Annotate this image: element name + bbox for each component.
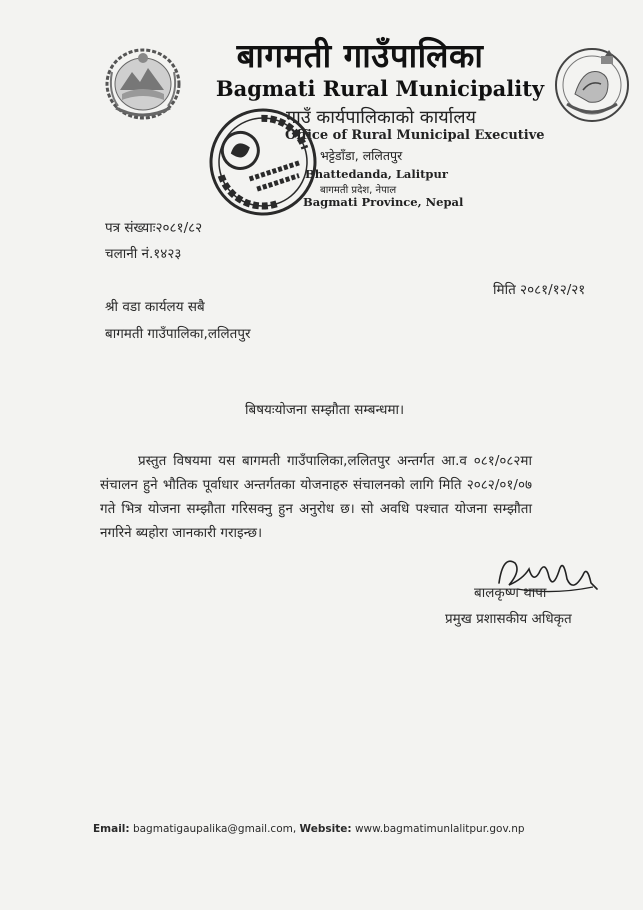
- website-url[interactable]: www.bagmatimunlalitpur.gov.np: [354, 823, 525, 835]
- province-np: बागमती प्रदेश, नेपाल: [320, 185, 397, 196]
- office-stamp-icon: [205, 104, 321, 220]
- province-en: Bagmati Province, Nepal: [303, 195, 464, 209]
- office-title-np: गाउँ कार्यपालिकाको कार्यालय: [286, 107, 476, 128]
- recipient-line-1: श्री वडा कार्यलय सबै: [105, 299, 205, 315]
- bagmati-municipality-logo-icon: [553, 46, 631, 124]
- municipality-title-np: बागमती गाउँपालिका: [236, 36, 484, 75]
- letter-date: मिति २०८१/१२/२१: [493, 282, 586, 298]
- recipient-line-2: बागमती गाउँपालिका,ललितपुर: [105, 326, 251, 342]
- letter-subject: बिषयःयोजना सम्झौता सम्बन्धमा।: [245, 402, 405, 418]
- letter-body: [100, 449, 532, 545]
- website-label: Website:: [299, 823, 352, 835]
- address-en: Bhattedanda, Lalitpur: [305, 167, 448, 181]
- reference-number: पत्र संख्याः२०८१/८२: [105, 220, 203, 236]
- address-np: भट्टेडाँडा, ललितपुर: [320, 148, 403, 163]
- email-label: Email:: [93, 823, 130, 835]
- footer-contact: [93, 823, 525, 835]
- dispatch-number: चलानी नं.१४२३: [105, 246, 182, 262]
- email-address[interactable]: bagmatigaupalika@gmail.com,: [132, 823, 297, 835]
- municipality-title-en: Bagmati Rural Municipality: [215, 76, 545, 101]
- signatory-name: बालकृष्ण थापा: [474, 585, 547, 601]
- body-paragraph: प्रस्तुत विषयमा यस बागमती गाउँपालिका,ललितपुर अन्तर्गत आ.व ०८१/०८२मा संचालन हुने भौतिक पूर्वाधार अन्तर्गतका योजनाहरु संचालनको लागि मिति २०८२/०१/०७ गते भित्र योजना सम्झौता गरिसक्नु हुन अनुरोध छ। सो अवधि पश्चात योजना सम्झौता नगरिने ब्यहोरा जानकारी गराइन्छ।: [100, 453, 532, 541]
- office-title-en: Office of Rural Municipal Executive: [285, 128, 545, 143]
- signatory-title: प्रमुख प्रशासकीय अधिकृत: [445, 611, 572, 627]
